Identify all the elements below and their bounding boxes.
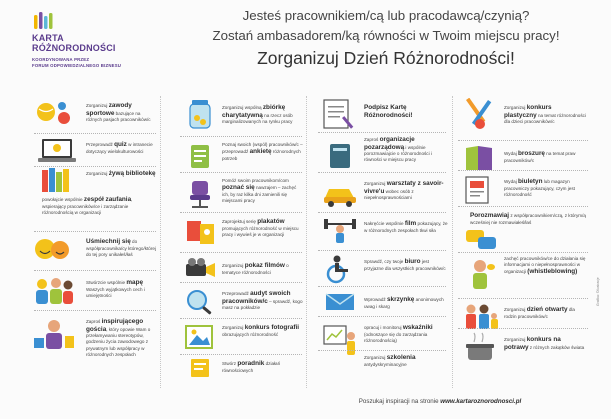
divider [180, 354, 302, 355]
speaker-guest-icon [32, 318, 76, 352]
workshop-car-icon [320, 178, 360, 208]
brochure-icon [462, 144, 498, 172]
office-chair-icon [182, 178, 220, 210]
divider [458, 206, 588, 207]
item-accessible-office: Sprawdź, czy twoje biuro jest przyjazne dla wszystkich pracowników/c [364, 258, 446, 271]
divider [34, 231, 156, 232]
laptop-quiz-icon [36, 137, 78, 165]
item-newsletter: Wydaj biuletyn lub magazyn pracowniczy pokazujący, czym jest różnorodność [504, 178, 575, 197]
website-link[interactable]: www.kartaroznorodnosci.pl [440, 398, 522, 405]
item-whistleblowing: zachęć pracowników/ce do działania się informacjami o niepełnosprawności w organizacji (whistleblowing) [504, 256, 586, 276]
newsletter-icon [462, 174, 498, 206]
item-skills-map: Stwórzcie wspólnie mapę Waszych wyjątkowych cech i umiejętności [86, 279, 145, 298]
item-invite-ngo: Zaproś organizacje pozarządową i wspólnie porozmawiajcie o różnorodności i równości w miejscu pracy [364, 136, 432, 163]
item-indicators: opracuj i monitoruj wskaźniki (odnoszące się do zarządzania różnorodnością) [364, 324, 433, 343]
divider [34, 310, 156, 311]
divider [458, 252, 588, 253]
item-photo-contest: Zorganizuj konkurs fotografii obrazujących różnorodność [222, 324, 300, 337]
divider [318, 350, 446, 351]
item-inspiring-guest: Zaproś inspirującego gościa, który opowie Wam o przełamywaniu stereotypów, godzeniu życia zawodowego z prywatnym lub współpracy w różnorodnych zespołach [86, 318, 151, 357]
divider [180, 282, 302, 283]
logo-bars-icon [34, 12, 54, 30]
logo [22, 10, 172, 80]
item-quiz: Przeprowadź quiz w intranecie dotyczący wielokulturowości [86, 141, 153, 154]
item-employee-audit: Przeprowadź audyt swoich pracowników/c – sprawdź, kogo masz na pokładzie [222, 290, 303, 311]
guidebook-icon [188, 356, 214, 380]
divider [318, 250, 446, 251]
divider [318, 132, 446, 133]
item-food-contest: Zorganizuj konkurs na potrawy z różnych zakątków świata [504, 336, 585, 351]
item-guidebook: Stwórz poradnik działań równościowych [222, 360, 281, 373]
item-brochure: Wydaj broszurę na temat praw pracowników/c [504, 150, 576, 163]
divider [180, 318, 302, 319]
item-art-contest: Zorganizuj konkurs plastyczny na temat różnorodności dla dzieci pracowników/c [504, 104, 586, 125]
wheelchair-office-icon [320, 254, 360, 284]
divider [458, 298, 588, 299]
column-divider [306, 96, 307, 388]
divider [458, 170, 588, 171]
item-survey: Poznaj swoich (wspól) pracowników/c – przeprowadź ankietę różnorodnych potrzeb [222, 142, 303, 161]
whistle-person-icon [462, 258, 498, 292]
presenter-whiteboard-icon [320, 322, 360, 362]
charity-jar-icon [182, 98, 218, 130]
divider [34, 133, 156, 134]
item-sports-competition: Zorganizuj zawody sportowe bazujące na różnych pasjach pracowników/c [86, 102, 151, 123]
logo-subtitle: KOORDYNOWANA PRZEZ FORUM ODPOWIEDZIALNEGO BIZNESU [32, 57, 122, 68]
header-line-2: Zostań ambasadorem/ką równości w Twoim miejscu pracy! [212, 28, 560, 43]
item-smile: Uśmiechnij się do współpracownika/cy którego/której do tej pory unikałeś/łaś [86, 238, 156, 257]
divider [180, 252, 302, 253]
speech-bubbles-icon [464, 228, 498, 252]
art-tools-icon [458, 98, 502, 132]
item-complaint-box: Wprowadź skrzynkę anonimowych uwag i skarg [364, 296, 444, 309]
divider [458, 328, 588, 329]
sports-balls-icon [34, 98, 78, 128]
divider [458, 140, 588, 141]
divider [318, 172, 446, 173]
charter-document-icon [320, 98, 358, 132]
divider [180, 212, 302, 213]
item-trust-team: powołajcie wspólnie zespół zaufania, wspierający pracowników/ce i zarządzanie różnorodnością w organizacji [42, 196, 133, 215]
audit-magnifier-icon [184, 288, 216, 316]
divider [180, 136, 302, 137]
film-projector-icon [182, 256, 218, 280]
item-living-library: Zorganizuj żywą bibliotekę [86, 170, 156, 177]
weightlifter-icon [322, 216, 358, 248]
item-film-screening: Zorganizuj pokaz filmów o tematyce różnorodności [222, 262, 289, 275]
envelope-mailbox-icon [322, 290, 358, 314]
item-open-day: Zorganizuj dzień otwarty dla rodzin pracowników/c [504, 306, 575, 319]
item-sign-charter: Podpisz Kartę Różnorodności! [364, 104, 413, 119]
people-group-icon [32, 275, 76, 307]
item-talk: Porozmawiaj z współpracownikiem/czą, z którym/ą wcześniej nie rozmawiałeś/łaś [470, 212, 586, 225]
logo-title: KARTA RÓŻNORODNOŚCI [32, 33, 116, 53]
item-get-to-know: Pomóż swoim pracownikom/com poznać się nawzajem – zachęć ich, by raz kilka dni zamienili się miejscami pracy [222, 178, 297, 203]
graphics-credit: Grafika: ©ilustracje [596, 277, 600, 306]
photo-frame-icon [182, 322, 218, 352]
item-posters: Zaprojektuj serię plakatów promujących różnorodność w miejscu pracy i wywieś je w organizacji [222, 218, 299, 237]
smiling-faces-icon [34, 236, 70, 262]
survey-clipboard-icon [186, 142, 214, 170]
ngo-book-icon [324, 140, 356, 172]
divider [318, 286, 446, 287]
posters-icon [184, 218, 218, 246]
books-icon [36, 166, 76, 194]
divider [318, 212, 446, 213]
divider [34, 270, 156, 271]
item-film: Nakręćcie wspólnie film pokazujący, że w różnorodnych zespołach tkwi siła [364, 220, 448, 233]
item-charity-collection: Zorganizuj wspólną zbiórkę charytatywną na rzecz osób marginalizowanych na rynku pracy [222, 104, 293, 125]
divider [180, 172, 302, 173]
column-divider [452, 96, 453, 388]
divider [318, 316, 446, 317]
cooking-pot-icon [462, 332, 498, 366]
header-line-1: Jesteś pracownikiem/cą lub pracodawcą/czynią? [242, 8, 530, 23]
page-title: Zorganizuj Dzień Różnorodności! [257, 48, 515, 68]
item-savoir-vivre-workshop: Zorganizuj warsztaty z savoir-vivre'u wobec osób z niepełnosprawnościami [364, 180, 444, 201]
column-divider [160, 96, 161, 388]
item-training: Zorganizuj szkolenia antydyskryminacyjne [364, 354, 416, 367]
footer-text: Poszukaj inspiracji na stronie www.kartaroznorodnosci.pl [358, 398, 522, 405]
